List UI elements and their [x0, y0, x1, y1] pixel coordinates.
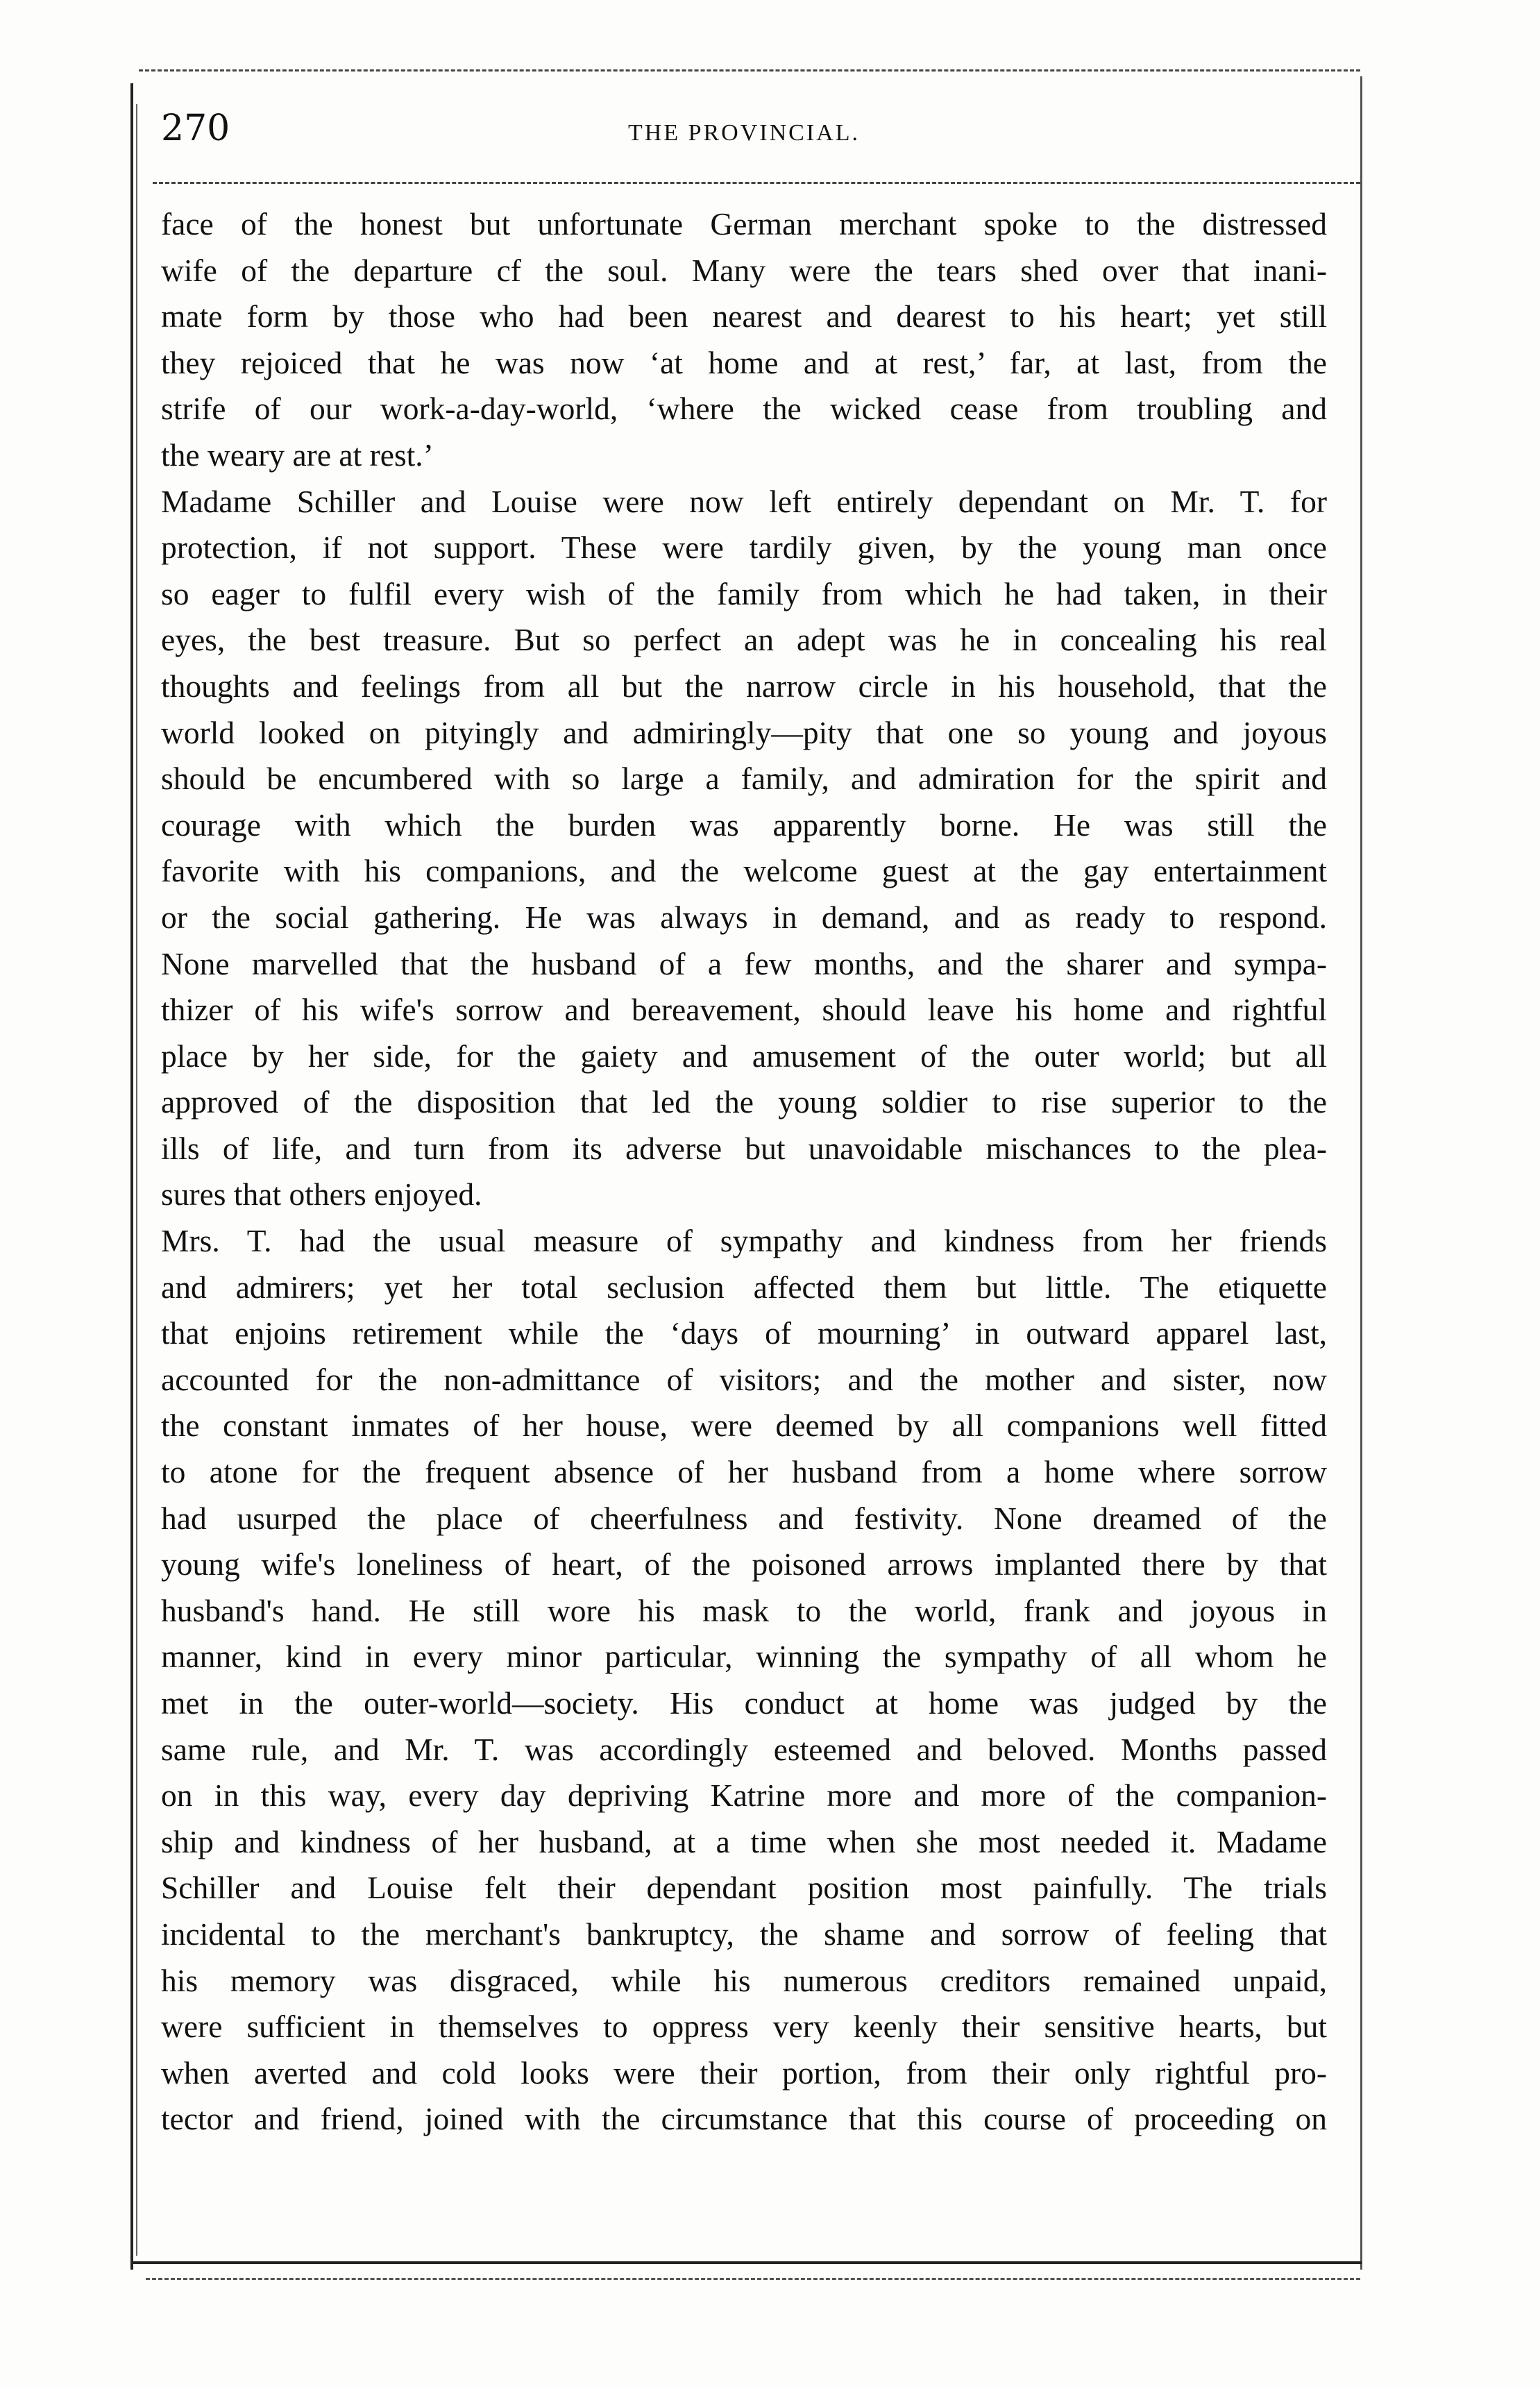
footer-rule [133, 2261, 1362, 2264]
text-line: tector and friend, joined with the circumstance that this course of proceeding on [161, 2101, 1327, 2137]
text-line: or the social gathering. He was always in demand, and as ready to respond. [161, 899, 1327, 935]
running-head: THE PROVINCIAL. [628, 120, 860, 146]
text-line: the weary are at rest.’ [161, 437, 434, 473]
text-line: young wife's loneliness of heart, of the poisoned arrows implanted there by that [161, 1546, 1327, 1582]
text-line: should be encumbered with so large a family, and admiration for the spirit and [161, 761, 1327, 797]
text-line: that enjoins retirement while the ‘days of mourning’ in outward apparel last, [161, 1315, 1327, 1351]
text-line: Madame Schiller and Louise were now left entirely dependant on Mr. T. for [161, 483, 1327, 519]
text-line: mate form by those who had been nearest and dearest to his heart; yet still [161, 298, 1327, 335]
text-line: ship and kindness of her husband, at a time when she most needed it. Madame [161, 1823, 1327, 1859]
text-line: protection, if not support. These were tardily given, by the young man once [161, 530, 1327, 566]
text-line: manner, kind in every minor particular, winning the sympathy of all whom he [161, 1639, 1327, 1675]
text-line: approved of the disposition that led the young soldier to rise superior to the [161, 1084, 1327, 1120]
text-line: met in the outer-world—society. His conduct at home was judged by the [161, 1685, 1327, 1721]
page-border-left-inner [136, 104, 137, 2256]
text-line: when averted and cold looks were their portion, from their only rightful pro- [161, 2054, 1327, 2091]
text-line: the constant inmates of her house, were deemed by all companions well fitted [161, 1408, 1327, 1444]
text-line: same rule, and Mr. T. was accordingly esteemed and beloved. Months passed [161, 1731, 1327, 1767]
text-line: accounted for the non-admittance of visitors; and the mother and sister, now [161, 1361, 1327, 1397]
text-line: None marvelled that the husband of a few months, and the sharer and sympa- [161, 945, 1327, 981]
text-line: thoughts and feelings from all but the narrow circle in his household, that the [161, 668, 1327, 704]
text-line: sures that others enjoyed. [161, 1176, 482, 1213]
text-line: on in this way, every day depriving Katrine more and more of the companion- [161, 1778, 1327, 1814]
footer-rule-dashed [146, 2278, 1360, 2280]
text-line: world looked on pityingly and admiringly—pity that one so young and joyous [161, 714, 1327, 750]
page-header [161, 108, 1327, 163]
text-line: were sufficient in themselves to oppress very keenly their sensitive hearts, but [161, 2009, 1327, 2045]
text-line: Schiller and Louise felt their dependant position most painfully. The trials [161, 1870, 1327, 1906]
text-line: eyes, the best treasure. But so perfect an adept was he in concealing his real [161, 622, 1327, 658]
text-line: strife of our work-a-day-world, ‘where the wicked cease from troubling and [161, 391, 1327, 427]
text-line: incidental to the merchant's bankruptcy, the shame and sorrow of feeling that [161, 1916, 1327, 1952]
text-line: courage with which the burden was apparently borne. He was still the [161, 807, 1327, 843]
text-line: face of the honest but unfortunate German merchant spoke to the distressed [161, 206, 1327, 242]
text-line: husband's hand. He still wore his mask to the world, frank and joyous in [161, 1592, 1327, 1628]
text-line: ills of life, and turn from its adverse but unavoidable mischances to the plea- [161, 1130, 1327, 1166]
text-line: place by her side, for the gaiety and amusement of the outer world; but all [161, 1038, 1327, 1074]
text-line: wife of the departure cf the soul. Many were the tears shed over that inani- [161, 252, 1327, 288]
text-line: to atone for the frequent absence of her husband from a home where sorrow [161, 1454, 1327, 1490]
top-rule [139, 69, 1360, 71]
text-line: his memory was disgraced, while his numerous creditors remained unpaid, [161, 1962, 1327, 1998]
text-line: so eager to fulfil every wish of the family from which he had taken, in their [161, 575, 1327, 611]
page-border-right [1360, 76, 1362, 2270]
page-border-left [130, 83, 133, 2270]
text-line: Mrs. T. had the usual measure of sympathy and kindness from her friends [161, 1223, 1327, 1259]
body-text [161, 201, 1327, 2143]
text-line: they rejoiced that he was now ‘at home and at rest,’ far, at last, from the [161, 344, 1327, 380]
text-line: and admirers; yet her total seclusion affected them but little. The etiquette [161, 1269, 1327, 1305]
page-number: 270 [161, 108, 230, 149]
text-line: favorite with his companions, and the welcome guest at the gay entertainment [161, 853, 1327, 889]
header-rule [153, 182, 1360, 184]
text-line: thizer of his wife's sorrow and bereavement, should leave his home and rightful [161, 992, 1327, 1028]
text-line: had usurped the place of cheerfulness and festivity. None dreamed of the [161, 1500, 1327, 1536]
